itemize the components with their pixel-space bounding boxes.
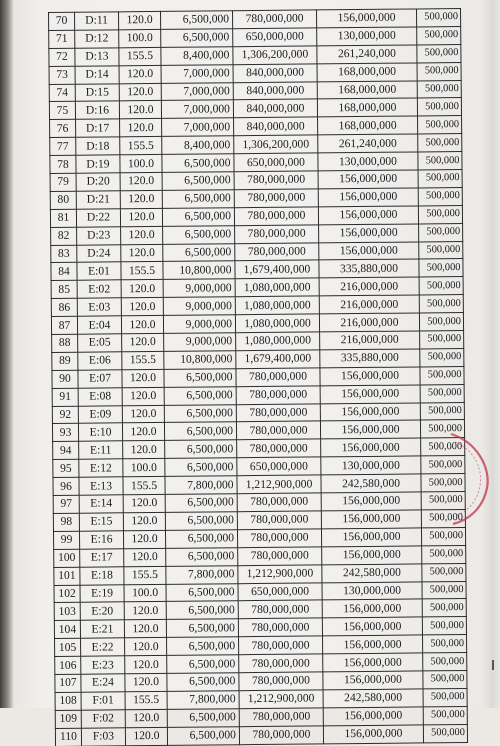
row-number-cell: 100 bbox=[54, 549, 80, 567]
area-cell: 120.0 bbox=[121, 226, 163, 244]
total-amount-cell: 780,000,000 bbox=[234, 189, 318, 208]
deposit-cell: 261,240,000 bbox=[318, 134, 418, 153]
fee-cell: 500,000 bbox=[419, 295, 463, 313]
unit-code-cell: E:20 bbox=[80, 602, 124, 620]
total-amount-cell: 1,080,000,000 bbox=[235, 314, 319, 333]
unit-price-cell: 7,000,000 bbox=[161, 82, 233, 101]
unit-price-cell: 6,500,000 bbox=[165, 512, 237, 531]
row-number-cell: 94 bbox=[53, 442, 79, 460]
deposit-cell: 156,000,000 bbox=[323, 725, 423, 744]
row-number-cell: 109 bbox=[55, 710, 81, 728]
unit-code-cell: E:11 bbox=[79, 441, 123, 459]
deposit-cell: 130,000,000 bbox=[318, 152, 418, 171]
unit-code-cell: D:12 bbox=[75, 30, 119, 48]
unit-price-cell: 6,500,000 bbox=[162, 190, 234, 209]
total-amount-cell: 1,306,200,000 bbox=[233, 46, 317, 65]
fee-cell: 500,000 bbox=[417, 62, 461, 80]
area-cell: 120.0 bbox=[123, 530, 165, 548]
fee-cell: 500,000 bbox=[422, 563, 466, 581]
fee-cell: 500,000 bbox=[423, 724, 467, 742]
area-cell: 120.0 bbox=[122, 369, 164, 387]
deposit-cell: 156,000,000 bbox=[321, 438, 421, 457]
deposit-cell: 168,000,000 bbox=[317, 81, 417, 100]
deposit-cell: 216,000,000 bbox=[319, 277, 419, 296]
unit-price-cell: 8,400,000 bbox=[161, 47, 233, 66]
unit-price-cell: 6,500,000 bbox=[167, 637, 239, 656]
row-number-cell: 90 bbox=[52, 370, 78, 388]
area-cell: 120.0 bbox=[121, 316, 163, 334]
fee-cell: 500,000 bbox=[422, 545, 466, 563]
unit-price-cell: 6,500,000 bbox=[165, 494, 237, 513]
row-number-cell: 105 bbox=[55, 638, 81, 656]
row-number-cell: 104 bbox=[54, 620, 80, 638]
unit-code-cell: E:24 bbox=[81, 674, 125, 692]
fee-cell: 500,000 bbox=[417, 26, 461, 44]
deposit-cell: 156,000,000 bbox=[323, 671, 423, 690]
price-table-body bbox=[49, 9, 468, 746]
deposit-cell: 156,000,000 bbox=[322, 617, 422, 636]
deposit-cell: 156,000,000 bbox=[321, 528, 421, 547]
unit-code-cell: D:20 bbox=[76, 173, 120, 191]
total-amount-cell: 1,080,000,000 bbox=[235, 278, 319, 297]
row-number-cell: 103 bbox=[54, 603, 80, 621]
area-cell: 120.0 bbox=[119, 11, 161, 29]
deposit-cell: 156,000,000 bbox=[320, 403, 420, 422]
row-number-cell: 98 bbox=[53, 513, 79, 531]
row-number-cell: 75 bbox=[49, 102, 75, 120]
unit-code-cell: D:24 bbox=[77, 244, 121, 262]
unit-price-cell: 6,500,000 bbox=[165, 440, 237, 459]
row-number-cell: 73 bbox=[49, 66, 75, 84]
unit-code-cell: E:10 bbox=[78, 423, 122, 441]
row-number-cell: 80 bbox=[50, 191, 76, 209]
unit-code-cell: D:23 bbox=[77, 227, 121, 245]
total-amount-cell: 780,000,000 bbox=[239, 708, 323, 727]
unit-price-cell: 6,500,000 bbox=[166, 619, 238, 638]
unit-price-cell: 6,500,000 bbox=[164, 386, 236, 405]
area-cell: 155.5 bbox=[119, 47, 161, 65]
total-amount-cell: 780,000,000 bbox=[234, 171, 318, 190]
row-number-cell: 108 bbox=[55, 692, 81, 710]
deposit-cell: 216,000,000 bbox=[319, 295, 419, 314]
price-table-container bbox=[48, 8, 468, 746]
fee-cell: 500,000 bbox=[418, 205, 462, 223]
total-amount-cell: 1,080,000,000 bbox=[235, 296, 319, 315]
fee-cell: 500,000 bbox=[418, 134, 462, 152]
total-amount-cell: 780,000,000 bbox=[238, 600, 322, 619]
unit-price-cell: 6,500,000 bbox=[166, 583, 238, 602]
row-number-cell: 85 bbox=[51, 281, 77, 299]
unit-code-cell: E:08 bbox=[78, 388, 122, 406]
fee-cell: 500,000 bbox=[419, 313, 463, 331]
unit-price-cell: 6,500,000 bbox=[163, 243, 235, 262]
area-cell: 120.0 bbox=[120, 208, 162, 226]
margin-mark bbox=[492, 660, 494, 670]
total-amount-cell: 780,000,000 bbox=[237, 439, 321, 458]
area-cell: 120.0 bbox=[121, 298, 163, 316]
deposit-cell: 216,000,000 bbox=[319, 313, 419, 332]
unit-price-cell: 7,800,000 bbox=[166, 565, 238, 584]
row-number-cell: 78 bbox=[50, 155, 76, 173]
total-amount-cell: 780,000,000 bbox=[237, 493, 321, 512]
unit-code-cell: E:01 bbox=[77, 262, 121, 280]
row-number-cell: 88 bbox=[52, 334, 78, 352]
area-cell: 155.5 bbox=[124, 566, 166, 584]
area-cell: 120.0 bbox=[122, 423, 164, 441]
total-amount-cell: 780,000,000 bbox=[239, 726, 323, 745]
row-number-cell: 70 bbox=[49, 12, 75, 30]
unit-price-cell: 10,800,000 bbox=[164, 351, 236, 370]
area-cell: 120.0 bbox=[124, 620, 166, 638]
deposit-cell: 130,000,000 bbox=[322, 581, 422, 600]
deposit-cell: 156,000,000 bbox=[319, 242, 419, 261]
unit-price-cell: 9,000,000 bbox=[163, 279, 235, 298]
unit-price-cell: 6,500,000 bbox=[162, 208, 234, 227]
unit-code-cell: D:16 bbox=[75, 101, 119, 119]
total-amount-cell: 1,212,900,000 bbox=[237, 475, 321, 494]
deposit-cell: 216,000,000 bbox=[320, 331, 420, 350]
fee-cell: 500,000 bbox=[417, 44, 461, 62]
total-amount-cell: 840,000,000 bbox=[233, 81, 317, 100]
deposit-cell: 156,000,000 bbox=[320, 385, 420, 404]
area-cell: 120.0 bbox=[119, 83, 161, 101]
area-cell: 120.0 bbox=[124, 548, 166, 566]
fee-cell: 500,000 bbox=[423, 670, 467, 688]
unit-code-cell: E:09 bbox=[78, 405, 122, 423]
fee-cell: 500,000 bbox=[422, 617, 466, 635]
row-number-cell: 97 bbox=[53, 495, 79, 513]
area-cell: 120.0 bbox=[119, 101, 161, 119]
total-amount-cell: 1,212,900,000 bbox=[239, 690, 323, 709]
total-amount-cell: 840,000,000 bbox=[233, 99, 317, 118]
unit-code-cell: D:15 bbox=[75, 83, 119, 101]
deposit-cell: 156,000,000 bbox=[323, 635, 423, 654]
unit-price-cell: 6,500,000 bbox=[165, 458, 237, 477]
unit-code-cell: E:14 bbox=[79, 495, 123, 513]
area-cell: 155.5 bbox=[121, 262, 163, 280]
unit-code-cell: D:18 bbox=[76, 137, 120, 155]
row-number-cell: 101 bbox=[54, 567, 80, 585]
unit-price-cell: 6,500,000 bbox=[167, 655, 239, 674]
unit-code-cell: E:15 bbox=[79, 513, 123, 531]
total-amount-cell: 650,000,000 bbox=[233, 28, 317, 47]
fee-cell: 500,000 bbox=[419, 259, 463, 277]
deposit-cell: 168,000,000 bbox=[317, 98, 417, 117]
total-amount-cell: 780,000,000 bbox=[237, 511, 321, 530]
row-number-cell: 71 bbox=[49, 30, 75, 48]
total-amount-cell: 780,000,000 bbox=[235, 242, 319, 261]
row-number-cell: 106 bbox=[55, 656, 81, 674]
unit-code-cell: E:12 bbox=[79, 459, 123, 477]
deposit-cell: 156,000,000 bbox=[318, 188, 418, 207]
row-number-cell: 72 bbox=[49, 48, 75, 66]
unit-code-cell: D:19 bbox=[76, 155, 120, 173]
row-number-cell: 83 bbox=[51, 245, 77, 263]
fee-cell: 500,000 bbox=[418, 116, 462, 134]
area-cell: 120.0 bbox=[123, 441, 165, 459]
row-number-cell: 91 bbox=[52, 388, 78, 406]
deposit-cell: 156,000,000 bbox=[318, 206, 418, 225]
fee-cell: 500,000 bbox=[421, 492, 465, 510]
area-cell: 120.0 bbox=[125, 638, 167, 656]
area-cell: 100.0 bbox=[119, 29, 161, 47]
total-amount-cell: 780,000,000 bbox=[236, 421, 320, 440]
unit-code-cell: E:06 bbox=[78, 352, 122, 370]
unit-code-cell: D:14 bbox=[75, 65, 119, 83]
deposit-cell: 168,000,000 bbox=[317, 63, 417, 82]
unit-price-cell: 9,000,000 bbox=[163, 297, 235, 316]
unit-price-cell: 7,000,000 bbox=[162, 118, 234, 137]
total-amount-cell: 840,000,000 bbox=[233, 64, 317, 83]
page-right-edge bbox=[482, 0, 500, 708]
area-cell: 120.0 bbox=[125, 655, 167, 673]
fee-cell: 500,000 bbox=[417, 80, 461, 98]
unit-code-cell: D:17 bbox=[76, 119, 120, 137]
total-amount-cell: 780,000,000 bbox=[239, 672, 323, 691]
unit-code-cell: F:01 bbox=[81, 692, 125, 710]
area-cell: 120.0 bbox=[122, 333, 164, 351]
deposit-cell: 156,000,000 bbox=[323, 707, 423, 726]
unit-price-cell: 6,500,000 bbox=[164, 404, 236, 423]
total-amount-cell: 650,000,000 bbox=[238, 582, 322, 601]
deposit-cell: 156,000,000 bbox=[318, 170, 418, 189]
fee-cell: 500,000 bbox=[421, 527, 465, 545]
unit-price-cell: 6,500,000 bbox=[161, 29, 233, 48]
row-number-cell: 87 bbox=[51, 316, 77, 334]
area-cell: 120.0 bbox=[125, 727, 167, 745]
deposit-cell: 156,000,000 bbox=[322, 599, 422, 618]
area-cell: 120.0 bbox=[121, 280, 163, 298]
deposit-cell: 335,880,000 bbox=[320, 349, 420, 368]
unit-price-cell: 6,500,000 bbox=[163, 225, 235, 244]
area-cell: 120.0 bbox=[121, 244, 163, 262]
unit-price-cell: 6,500,000 bbox=[167, 673, 239, 692]
deposit-cell: 156,000,000 bbox=[322, 546, 422, 565]
unit-code-cell: D:11 bbox=[75, 12, 119, 30]
fee-cell: 500,000 bbox=[422, 635, 466, 653]
unit-price-cell: 7,800,000 bbox=[167, 691, 239, 710]
area-cell: 120.0 bbox=[120, 119, 162, 137]
row-number-cell: 89 bbox=[52, 352, 78, 370]
unit-price-cell: 9,000,000 bbox=[164, 333, 236, 352]
total-amount-cell: 1,679,400,000 bbox=[236, 350, 320, 369]
unit-price-cell: 7,800,000 bbox=[165, 476, 237, 495]
area-cell: 120.0 bbox=[124, 602, 166, 620]
total-amount-cell: 780,000,000 bbox=[235, 225, 319, 244]
row-number-cell: 110 bbox=[55, 728, 81, 746]
fee-cell: 500,000 bbox=[423, 706, 467, 724]
unit-code-cell: D:21 bbox=[76, 191, 120, 209]
unit-price-cell: 6,500,000 bbox=[167, 726, 239, 745]
unit-code-cell: F:02 bbox=[81, 710, 125, 728]
row-number-cell: 79 bbox=[50, 173, 76, 191]
area-cell: 120.0 bbox=[125, 709, 167, 727]
unit-code-cell: E:05 bbox=[78, 334, 122, 352]
price-table bbox=[48, 8, 468, 746]
unit-code-cell: E:21 bbox=[80, 620, 124, 638]
deposit-cell: 156,000,000 bbox=[320, 420, 420, 439]
row-number-cell: 74 bbox=[49, 84, 75, 102]
unit-price-cell: 6,500,000 bbox=[167, 708, 239, 727]
total-amount-cell: 650,000,000 bbox=[234, 153, 318, 172]
unit-price-cell: 6,500,000 bbox=[165, 530, 237, 549]
deposit-cell: 156,000,000 bbox=[321, 510, 421, 529]
deposit-cell: 242,580,000 bbox=[321, 474, 421, 493]
unit-price-cell: 6,500,000 bbox=[162, 154, 234, 173]
row-number-cell: 82 bbox=[51, 227, 77, 245]
fee-cell: 500,000 bbox=[419, 223, 463, 241]
area-cell: 155.5 bbox=[120, 137, 162, 155]
deposit-cell: 156,000,000 bbox=[320, 367, 420, 386]
total-amount-cell: 780,000,000 bbox=[239, 654, 323, 673]
row-number-cell: 92 bbox=[52, 406, 78, 424]
deposit-cell: 156,000,000 bbox=[319, 224, 419, 243]
fee-cell: 500,000 bbox=[420, 402, 464, 420]
fee-cell: 500,000 bbox=[423, 688, 467, 706]
area-cell: 120.0 bbox=[119, 65, 161, 83]
unit-price-cell: 6,500,000 bbox=[162, 172, 234, 191]
row-number-cell: 77 bbox=[50, 137, 76, 155]
deposit-cell: 261,240,000 bbox=[317, 45, 417, 64]
unit-code-cell: E:23 bbox=[81, 656, 125, 674]
total-amount-cell: 780,000,000 bbox=[238, 547, 322, 566]
total-amount-cell: 1,306,200,000 bbox=[234, 135, 318, 154]
row-number-cell: 81 bbox=[50, 209, 76, 227]
area-cell: 120.0 bbox=[123, 512, 165, 530]
unit-code-cell: E:22 bbox=[81, 638, 125, 656]
unit-code-cell: D:13 bbox=[75, 48, 119, 66]
fee-cell: 500,000 bbox=[422, 581, 466, 599]
unit-code-cell: E:03 bbox=[77, 298, 121, 316]
total-amount-cell: 650,000,000 bbox=[237, 457, 321, 476]
unit-code-cell: E:19 bbox=[80, 584, 124, 602]
area-cell: 120.0 bbox=[122, 387, 164, 405]
row-number-cell: 86 bbox=[51, 298, 77, 316]
area-cell: 100.0 bbox=[123, 459, 165, 477]
total-amount-cell: 1,212,900,000 bbox=[238, 565, 322, 584]
unit-price-cell: 6,500,000 bbox=[164, 422, 236, 441]
unit-price-cell: 6,500,000 bbox=[164, 369, 236, 388]
fee-cell: 500,000 bbox=[421, 474, 465, 492]
row-number-cell: 95 bbox=[53, 459, 79, 477]
unit-code-cell: E:18 bbox=[80, 566, 124, 584]
deposit-cell: 335,880,000 bbox=[319, 259, 419, 278]
total-amount-cell: 780,000,000 bbox=[238, 618, 322, 637]
area-cell: 120.0 bbox=[120, 172, 162, 190]
deposit-cell: 130,000,000 bbox=[317, 27, 417, 46]
table-row bbox=[55, 724, 467, 746]
unit-price-cell: 6,500,000 bbox=[166, 601, 238, 620]
area-cell: 120.0 bbox=[125, 673, 167, 691]
total-amount-cell: 780,000,000 bbox=[236, 403, 320, 422]
area-cell: 120.0 bbox=[122, 405, 164, 423]
area-cell: 155.5 bbox=[125, 691, 167, 709]
total-amount-cell: 780,000,000 bbox=[232, 10, 316, 29]
fee-cell: 500,000 bbox=[418, 187, 462, 205]
row-number-cell: 76 bbox=[50, 120, 76, 138]
unit-price-cell: 7,000,000 bbox=[161, 100, 233, 119]
unit-price-cell: 10,800,000 bbox=[163, 261, 235, 280]
unit-price-cell: 8,400,000 bbox=[162, 136, 234, 155]
unit-code-cell: E:13 bbox=[79, 477, 123, 495]
total-amount-cell: 780,000,000 bbox=[237, 529, 321, 548]
unit-price-cell: 7,000,000 bbox=[161, 64, 233, 83]
fee-cell: 500,000 bbox=[420, 366, 464, 384]
unit-price-cell: 9,000,000 bbox=[163, 315, 235, 334]
unit-code-cell: E:17 bbox=[80, 549, 124, 567]
total-amount-cell: 780,000,000 bbox=[236, 368, 320, 387]
area-cell: 100.0 bbox=[124, 584, 166, 602]
deposit-cell: 156,000,000 bbox=[323, 653, 423, 672]
unit-code-cell: E:04 bbox=[77, 316, 121, 334]
unit-code-cell: E:16 bbox=[79, 531, 123, 549]
fee-cell: 500,000 bbox=[420, 384, 464, 402]
fee-cell: 500,000 bbox=[417, 98, 461, 116]
fee-cell: 500,000 bbox=[420, 331, 464, 349]
fee-cell: 500,000 bbox=[422, 599, 466, 617]
area-cell: 100.0 bbox=[120, 155, 162, 173]
total-amount-cell: 780,000,000 bbox=[239, 636, 323, 655]
total-amount-cell: 1,679,400,000 bbox=[235, 260, 319, 279]
total-amount-cell: 1,080,000,000 bbox=[236, 332, 320, 351]
deposit-cell: 242,580,000 bbox=[323, 689, 423, 708]
fee-cell: 500,000 bbox=[423, 653, 467, 671]
fee-cell: 500,000 bbox=[419, 241, 463, 259]
fee-cell: 500,000 bbox=[419, 277, 463, 295]
fee-cell: 500,000 bbox=[418, 152, 462, 170]
total-amount-cell: 780,000,000 bbox=[236, 386, 320, 405]
deposit-cell: 156,000,000 bbox=[321, 492, 421, 511]
row-number-cell: 93 bbox=[52, 424, 78, 442]
area-cell: 155.5 bbox=[123, 477, 165, 495]
area-cell: 155.5 bbox=[122, 351, 164, 369]
fee-cell: 500,000 bbox=[416, 9, 460, 27]
total-amount-cell: 780,000,000 bbox=[234, 207, 318, 226]
row-number-cell: 96 bbox=[53, 477, 79, 495]
fee-cell: 500,000 bbox=[421, 509, 465, 527]
total-amount-cell: 840,000,000 bbox=[234, 117, 318, 136]
unit-price-cell: 6,500,000 bbox=[160, 11, 232, 30]
unit-code-cell: E:02 bbox=[77, 280, 121, 298]
fee-cell: 500,000 bbox=[420, 348, 464, 366]
row-number-cell: 107 bbox=[55, 674, 81, 692]
fee-cell: 500,000 bbox=[421, 456, 465, 474]
deposit-cell: 168,000,000 bbox=[318, 116, 418, 135]
row-number-cell: 84 bbox=[51, 263, 77, 281]
unit-code-cell: E:07 bbox=[78, 370, 122, 388]
row-number-cell: 102 bbox=[54, 585, 80, 603]
area-cell: 120.0 bbox=[120, 190, 162, 208]
fee-cell: 500,000 bbox=[420, 420, 464, 438]
fee-cell: 500,000 bbox=[421, 438, 465, 456]
row-number-cell: 99 bbox=[53, 531, 79, 549]
deposit-cell: 156,000,000 bbox=[316, 9, 416, 28]
unit-price-cell: 6,500,000 bbox=[166, 547, 238, 566]
unit-code-cell: D:22 bbox=[76, 209, 120, 227]
deposit-cell: 130,000,000 bbox=[321, 456, 421, 475]
page-fold-shadow bbox=[0, 0, 14, 708]
deposit-cell: 242,580,000 bbox=[322, 564, 422, 583]
unit-code-cell: F:03 bbox=[81, 727, 125, 745]
fee-cell: 500,000 bbox=[418, 170, 462, 188]
area-cell: 120.0 bbox=[123, 494, 165, 512]
